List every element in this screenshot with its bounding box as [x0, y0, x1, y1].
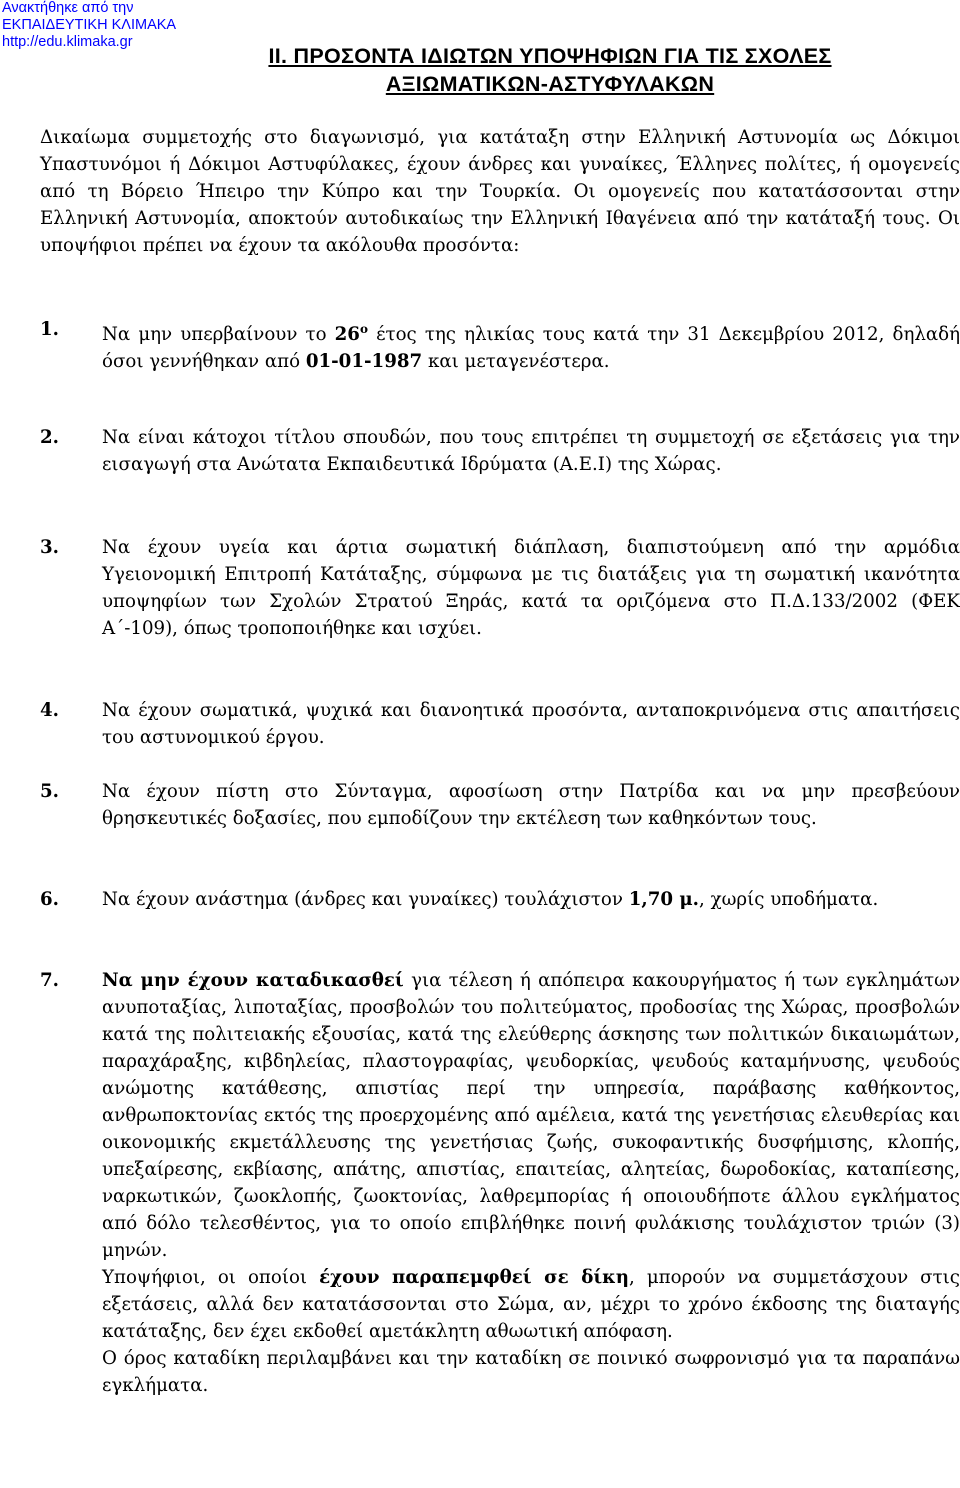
- item-text: [102, 886, 960, 913]
- text-segment: , χωρίς υποδήματα.: [699, 889, 879, 910]
- emphasis-conviction: Να μην έχουν καταδικασθεί: [102, 970, 404, 991]
- title-line-2: ΑΞΙΩΜΑΤΙΚΩΝ-ΑΣΤΥΦΥΛΑΚΩΝ: [385, 72, 715, 96]
- watermark-line-2: ΕΚΠΑΙΔΕΥΤΙΚΗ ΚΛΙΜΑΚΑ: [2, 17, 177, 33]
- text-segment: Να έχουν ανάστημα (άνδρες και γυναίκες) τουλάχιστον: [102, 889, 629, 910]
- item-number: 1.: [40, 319, 59, 340]
- document-title: [140, 42, 960, 98]
- item-text: [102, 316, 960, 375]
- emphasis-trial: έχουν παραπεμφθεί σε δίκη: [319, 1267, 630, 1288]
- text-segment: και μεταγενέστερα.: [422, 351, 610, 373]
- text-segment: , μπορούν να συμμετάσχουν στις εξετάσεις, αλλά δεν κατατάσσονται στο Σώμα, αν, μέχρι το χρόνο έκδοσης της διαταγής κατάταξης, δεν έχει εκδοθεί αμετάκλητη αθωωτική απόφαση.: [102, 1267, 960, 1342]
- text-segment: Υποψήφιοι, οι οποίοι: [102, 1267, 320, 1288]
- item-text: Να έχουν πίστη στο Σύνταγμα, αφοσίωση στην Πατρίδα και να μην πρεσβεύουν θρησκευτικές δοξασίες, που εμποδίζουν την εκτέλεση των καθηκόντων τους.: [102, 781, 960, 829]
- intro-paragraph: Δικαίωμα συμμετοχής στο διαγωνισμό, για κατάταξη στην Ελληνική Αστυνομία ως Δόκιμοι Υπαστυνόμοι ή Δόκιμοι Αστυφύλακες, έχουν άνδρες και γυναίκες, Έλληνες πολίτες, ή ομογενείς από τη Βόρειο Ήπειρο την Κύπρο και την Τουρκία. Οι ομογενείς που κατατάσσονται στην Ελληνική Αστυνομία, αποκτούν αυτοδικαίως την Ελληνική Ιθαγένεια από την κατάταξή τους. Οι υποψήφιοι πρέπει να έχουν τα ακόλουθα προσόντα:: [40, 127, 960, 256]
- item-text: Να είναι κάτοχοι τίτλου σπουδών, που τους επιτρέπει τη συμμετοχή σε εξετάσεις για την εισαγωγή στα Ανώτατα Εκπαιδευτικά Ιδρύματα (Α.Ε.Ι) της Χώρας.: [102, 427, 960, 475]
- ordinal-suffix: ο: [359, 322, 368, 336]
- requirement-item-7: [40, 967, 960, 1399]
- item-text: Να έχουν σωματικά, ψυχικά και διανοητικά προσόντα, ανταποκρινόμενα στις απαιτήσεις του αστυνομικού έργου.: [102, 700, 960, 748]
- item-text: [102, 967, 960, 1399]
- requirement-item-1: [40, 316, 960, 375]
- watermark-line-1: Ανακτήθηκε από την: [2, 0, 134, 16]
- requirement-item-6: [40, 886, 960, 913]
- item-number: 5.: [40, 781, 59, 802]
- item-number: 7.: [40, 970, 59, 991]
- text-segment: Να μην υπερβαίνουν το: [102, 324, 335, 346]
- item-number: 6.: [40, 889, 59, 910]
- text-segment: έτος της ηλικίας τους κατά την 31 Δεκεμβρίου 2012, δηλαδή όσοι γεννήθηκαν από: [102, 324, 960, 373]
- item-7-paragraph-3: Ο όρος καταδίκη περιλαμβάνει και την καταδίκη σε ποινικό σωφρονισμό για τα παραπάνω εγκλήματα.: [102, 1348, 960, 1396]
- text-segment: για τέλεση ή απόπειρα κακουργήματος ή των εγκλημάτων ανυποταξίας, λιποταξίας, προσβολών του πολιτεύματος, προδοσίας της Χώρας, προσβολών κατά της πολιτειακής εξουσίας, κατά της ελεύθερης άσκησης των πολιτικών δικαιωμάτων, παραχάραξης, κιβδηλείας, πλαστογραφίας, ψευδορκίας, ψευδούς καταμήνυσης, ψευδούς ανώμοτης κατάθεσης, απιστίας περί την υπηρεσία, παράβασης καθήκοντος, ανθρωποκτονίας εκτός της προερχομένης από αμέλεια, κατά της γενετήσιας ελευθερίας και οικονομικής εκμετάλλευσης της γενετήσιας ζωής, συκοφαντικής δυσφήμισης, κλοπής, υπεξαίρεσης, εκβίασης, απάτης, απιστίας, επαιτείας, αλητείας, δωροδοκίας, καταπίεσης, ναρκωτικών, ζωοκλοπής, ζωοκτονίας, λαθρεμπορίας ή οποιουδήποτε άλλου εγκλήματος από δόλο τελεσθέντος, για το οποίο επιβλήθηκε ποινή φυλάκισης τουλάχιστον τριών (3) μηνών.: [102, 970, 960, 1261]
- watermark-line-3: http://edu.klimaka.gr: [2, 34, 133, 50]
- requirement-item-3: [40, 534, 960, 642]
- requirement-item-2: [40, 424, 960, 478]
- requirement-item-5: [40, 778, 960, 832]
- age-limit: 26: [334, 324, 360, 346]
- height-requirement: 1,70 μ.: [628, 889, 699, 910]
- birth-date: 01-01-1987: [305, 351, 423, 373]
- item-text: Να έχουν υγεία και άρτια σωματική διάπλαση, διαπιστούμενη από την αρμόδια Υγειονομική Επιτροπή Κατάταξης, σύμφωνα με τις διατάξεις για τη σωματική ικανότητα υποψηφίων των Σχολών Στρατού Ξηράς, κατά τα οριζόμενα στο Π.Δ.133/2002 (ΦΕΚ Α΄-109), όπως τροποποιήθηκε και ισχύει.: [102, 537, 960, 639]
- requirement-item-4: [40, 697, 960, 751]
- title-line-1: ΙΙ. ΠΡΟΣΟΝΤΑ ΙΔΙΩΤΩΝ ΥΠΟΨΗΦΙΩΝ ΓΙΑ ΤΙΣ ΣΧΟΛΕΣ: [268, 44, 832, 68]
- item-number: 2.: [40, 427, 59, 448]
- item-7-paragraph-1: [102, 967, 960, 1264]
- item-7-paragraph-2: [102, 1264, 960, 1345]
- item-number: 4.: [40, 700, 59, 721]
- item-number: 3.: [40, 537, 59, 558]
